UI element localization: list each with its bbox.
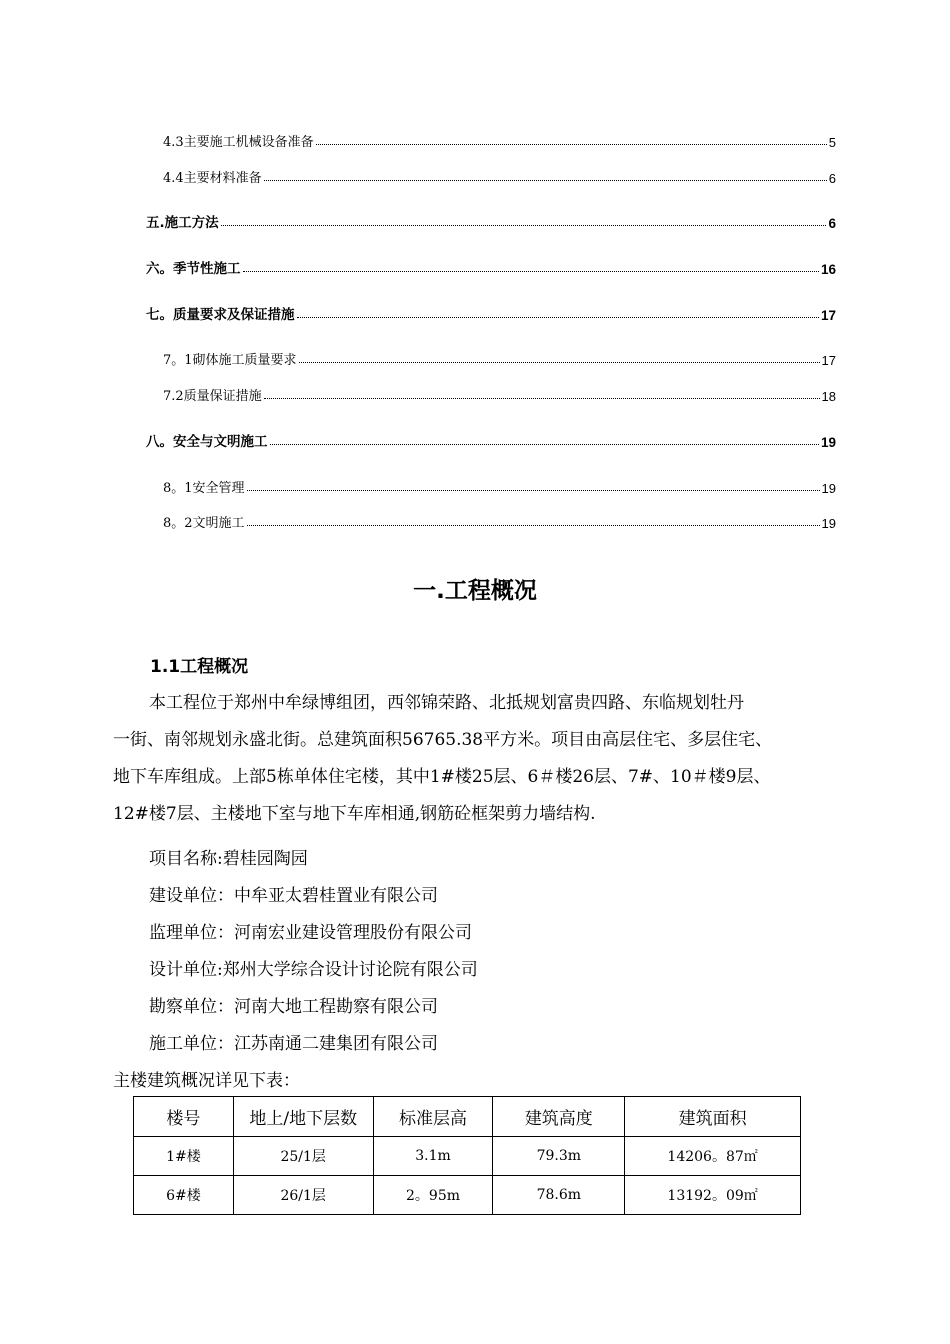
toc-entry-title: 8。1安全管理 xyxy=(163,481,245,496)
table-row xyxy=(134,1137,801,1176)
toc-entry-title: 4.3主要施工机械设备准备 xyxy=(163,135,314,150)
table-header-cell: 楼号 xyxy=(134,1097,234,1137)
toc-leader-dots xyxy=(297,316,819,318)
toc-entry[interactable] xyxy=(146,255,836,277)
toc-entry-title: 7。1砌体施工质量要求 xyxy=(163,353,297,368)
toc-entry[interactable] xyxy=(163,509,836,531)
table-row xyxy=(134,1176,801,1215)
table-cell: 3.1m xyxy=(373,1137,493,1176)
table-header-cell: 标准层高 xyxy=(373,1097,493,1137)
toc-entry[interactable] xyxy=(163,164,836,186)
toc-entry[interactable] xyxy=(163,474,836,496)
toc-entry-page: 19 xyxy=(821,481,836,496)
toc-entry-title: 8。2文明施工 xyxy=(163,516,245,531)
section-heading: 一.工程概况 xyxy=(413,578,537,604)
toc-entry[interactable] xyxy=(146,301,836,323)
paragraph-line: 本工程位于郑州中牟绿博组团，西邻锦荣路、北抵规划富贵四路、东临规划牡丹 xyxy=(149,693,744,713)
table-cell: 79.3m xyxy=(493,1137,625,1176)
project-name: 项目名称:碧桂园陶园 xyxy=(149,849,308,869)
toc-leader-dots xyxy=(264,179,827,181)
toc-entry-title: 八。安全与文明施工 xyxy=(146,434,268,450)
toc-entry[interactable] xyxy=(163,128,836,150)
table-cell: 78.6m xyxy=(493,1176,625,1215)
toc-leader-dots xyxy=(243,270,819,272)
table-header-cell: 建筑面积 xyxy=(625,1097,801,1137)
toc-entry[interactable] xyxy=(163,346,836,368)
overview-paragraph xyxy=(113,685,848,833)
table-cell: 14206。87㎡ xyxy=(625,1137,801,1176)
subsection-heading: 1.1工程概况 xyxy=(150,657,249,677)
toc-entry-page: 5 xyxy=(828,135,836,150)
toc-entry-page: 6 xyxy=(828,216,836,231)
table-intro: 主楼建筑概况详见下表： xyxy=(113,1071,300,1091)
design-unit: 设计单位:郑州大学综合设计讨论院有限公司 xyxy=(149,960,478,980)
table-cell: 26/1层 xyxy=(233,1176,373,1215)
toc-entry[interactable] xyxy=(146,209,836,231)
toc-entry-page: 17 xyxy=(820,308,836,323)
toc-entry-page: 18 xyxy=(821,389,836,404)
toc-leader-dots xyxy=(270,443,819,445)
toc-leader-dots xyxy=(316,143,827,145)
building-overview-table xyxy=(133,1096,801,1215)
construction-unit: 建设单位：中牟亚太碧桂置业有限公司 xyxy=(149,886,438,906)
table-cell: 6#楼 xyxy=(134,1176,234,1215)
supervision-unit: 监理单位：河南宏业建设管理股份有限公司 xyxy=(149,923,472,943)
table-header-row xyxy=(134,1097,801,1137)
table-cell: 13192。09㎡ xyxy=(625,1176,801,1215)
toc-entry-page: 6 xyxy=(828,171,836,186)
paragraph-line: 12#楼7层、主楼地下室与地下车库相通,钢筋砼框架剪力墙结构. xyxy=(113,804,596,824)
toc-entry-title: 7.2质量保证措施 xyxy=(163,389,262,404)
toc-leader-dots xyxy=(221,224,827,226)
table-cell: 25/1层 xyxy=(233,1137,373,1176)
toc-entry-title: 七。质量要求及保证措施 xyxy=(146,307,295,323)
paragraph-line: 一街、南邻规划永盛北街。总建筑面积56765.38平方米。项目由高层住宅、多层住宅、 xyxy=(113,730,773,750)
toc-leader-dots xyxy=(264,397,820,399)
toc-entry-title: 五.施工方法 xyxy=(146,215,219,231)
toc-leader-dots xyxy=(247,489,820,491)
toc-entry-title: 六。季节性施工 xyxy=(146,261,241,277)
toc-entry[interactable] xyxy=(146,428,836,450)
toc-leader-dots xyxy=(299,361,820,363)
toc-entry-page: 16 xyxy=(820,262,836,277)
table-cell: 1#楼 xyxy=(134,1137,234,1176)
contractor-unit: 施工单位：江苏南通二建集团有限公司 xyxy=(149,1034,438,1054)
table-cell: 2。95m xyxy=(373,1176,493,1215)
toc-entry[interactable] xyxy=(163,382,836,404)
toc-leader-dots xyxy=(247,524,820,526)
toc-entry-page: 19 xyxy=(820,435,836,450)
toc-entry-page: 17 xyxy=(821,353,836,368)
toc-entry-page: 19 xyxy=(821,516,836,531)
survey-unit: 勘察单位：河南大地工程勘察有限公司 xyxy=(149,997,438,1017)
toc-entry-title: 4.4主要材料准备 xyxy=(163,171,262,186)
table-header-cell: 建筑高度 xyxy=(493,1097,625,1137)
table-header-cell: 地上/地下层数 xyxy=(233,1097,373,1137)
paragraph-line: 地下车库组成。上部5栋单体住宅楼，其中1#楼25层、6＃楼26层、7#、10＃楼9层、 xyxy=(113,767,771,787)
